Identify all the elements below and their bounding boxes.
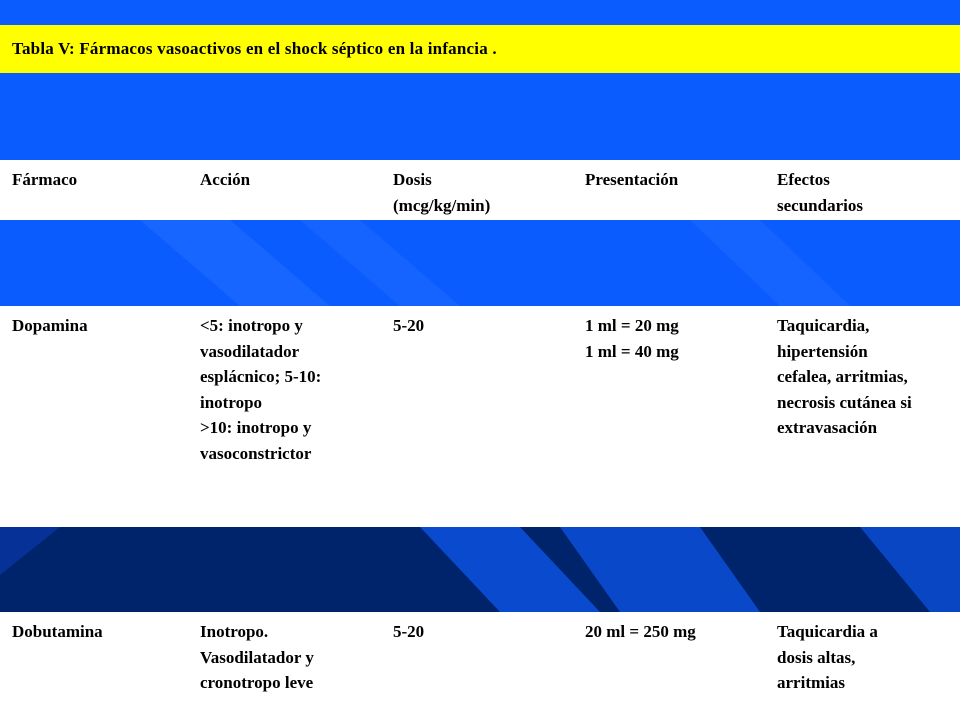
table-row <box>0 306 960 527</box>
cell-efectos: Taquicardia, hipertensión cefalea, arritmias, necrosis cutánea si extravasación <box>777 316 912 437</box>
cell-dosis: 5-20 <box>393 622 425 641</box>
cell-dosis: 5-20 <box>393 316 425 335</box>
cell-accion: <5: inotropo y vasodilatador esplácnico; 5-10: inotropo >10: inotropo y vasoconstrictor <box>200 316 322 463</box>
header-presentacion: Presentación <box>585 170 679 189</box>
header-accion: Acción <box>200 170 251 189</box>
table-header-row <box>0 160 960 220</box>
table-row <box>0 612 960 720</box>
cell-farmaco: Dopamina <box>12 316 88 335</box>
header-dosis: Dosis (mcg/kg/min) <box>393 170 491 215</box>
cell-presentacion: 1 ml = 20 mg 1 ml = 40 mg <box>585 316 679 361</box>
cell-accion: Inotropo. Vasodilatador y cronotropo leve <box>200 622 314 692</box>
cell-presentacion: 20 ml = 250 mg <box>585 622 696 641</box>
page-title: Tabla V: Fármacos vasoactivos en el shock séptico en la infancia . <box>12 39 497 58</box>
cell-farmaco: Dobutamina <box>12 622 103 641</box>
header-farmaco: Fármaco <box>12 170 78 189</box>
cell-efectos: Taquicardia a dosis altas, arritmias <box>777 622 878 692</box>
header-efectos: Efectos secundarios <box>777 170 863 215</box>
title-bar <box>0 25 960 73</box>
